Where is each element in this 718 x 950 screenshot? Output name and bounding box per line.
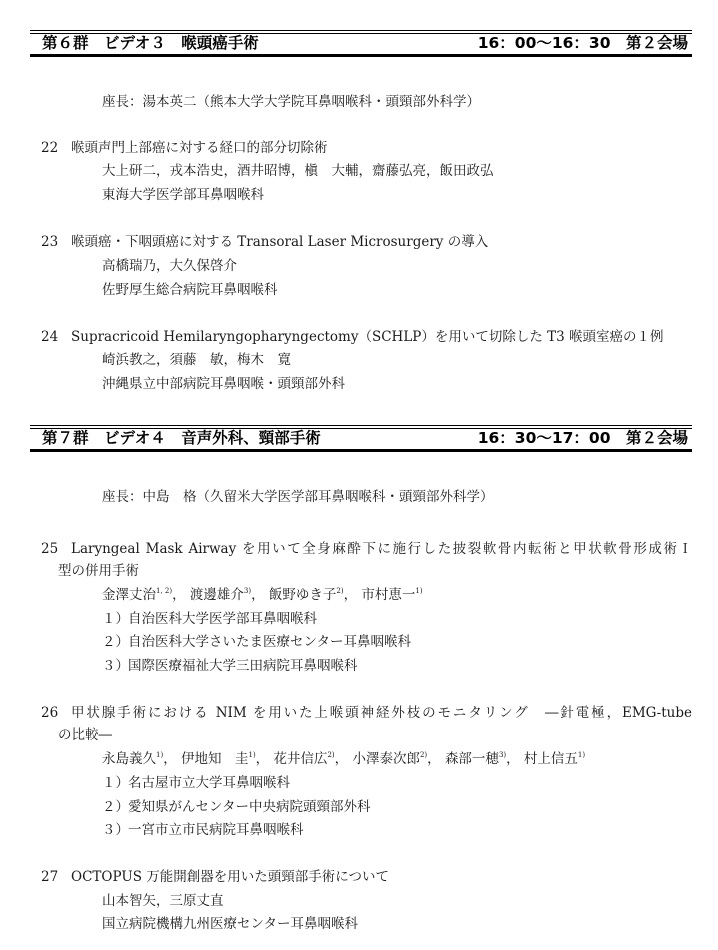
paper-title-line1: Laryngeal Mask Airway を用いて全身麻酔下に施行した披裂軟骨内転術と甲状軟骨形成術Ｉ: [71, 541, 692, 557]
affiliation-item: [102, 633, 411, 651]
author-separator: ，: [163, 751, 177, 767]
paper-title-line1: 甲状腺手術における NIM を用いた上喉頭神経外枝のモニタリング ―針電極，EMG-tube: [71, 705, 692, 721]
paper-affiliation: 佐野厚生総合病院耳鼻咽喉科: [102, 282, 278, 298]
author-separator: ，: [334, 751, 349, 767]
affiliation-name: 愛知県がんセンター中央病院頭頸部外科: [128, 799, 371, 815]
affiliation-item: [102, 821, 304, 839]
paper-title: Supracricoid Hemilaryngopharyngectomy（SCHLP）を用いて切除した T3 喉頭室癌の１例: [71, 329, 664, 345]
author-separator: ，: [255, 751, 270, 767]
paper-authors: [102, 586, 423, 604]
author-name: 渡邊雄介: [189, 587, 244, 603]
paper-number: 23: [41, 234, 59, 250]
paper-affiliation: 沖縄県立中部病院耳鼻咽喉・頭頸部外科: [102, 376, 345, 392]
paper-affiliation: 国立病院機構九州医療センター耳鼻咽喉科: [102, 916, 358, 932]
affiliation-number: １）: [102, 611, 129, 627]
affiliation-name: 自治医科大学さいたま医療センター耳鼻咽喉科: [128, 634, 411, 650]
session-header-6: [30, 30, 692, 57]
session-time-room: 16：00〜16：30 第２会場: [477, 34, 688, 52]
affiliation-name: 国際医療福祉大学三田病院耳鼻咽喉科: [128, 658, 358, 674]
author-affil-mark: 2): [336, 587, 344, 595]
session-chair: 座長：湯本英二（熊本大学大学院耳鼻咽喉科・頭頸部外科学）: [102, 94, 480, 110]
paper-title-line2: の比較―: [58, 727, 112, 743]
affiliation-item: [102, 657, 358, 675]
affiliation-item: [102, 774, 290, 792]
affiliation-item: [102, 610, 317, 628]
paper-title: 喉頭声門上部癌に対する経口的部分切除術: [71, 140, 328, 156]
paper-number: 22: [41, 140, 59, 156]
author-affil-mark: 3): [243, 587, 252, 595]
affiliation-number: １）: [102, 775, 129, 791]
author-affil-mark: 1): [248, 751, 256, 759]
paper-number: 25: [41, 541, 59, 557]
author-separator: ，: [251, 587, 265, 603]
affiliation-number: ２）: [102, 799, 129, 815]
author-affil-mark: 1): [415, 587, 423, 595]
paper-authors: 高橋瑞乃，大久保啓介: [102, 258, 237, 274]
affiliation-name: 自治医科大学医学部耳鼻咽喉科: [128, 611, 317, 627]
author-affil-mark: 3): [498, 751, 507, 759]
affiliation-name: 一宮市立市民病院耳鼻咽喉科: [128, 822, 304, 838]
author-name: 伊地知 圭: [180, 751, 249, 767]
author-name: 小澤泰次郎: [352, 751, 420, 767]
paper-title-line2: 型の併用手術: [58, 563, 139, 579]
paper-title: OCTOPUS 万能開創器を用いた頭頸部手術について: [71, 869, 389, 885]
paper-number: 27: [41, 869, 59, 885]
author-name: 市村恵一: [361, 587, 416, 603]
author-name: 森部一穂: [444, 751, 499, 767]
paper-title: 喉頭癌・下咽頭癌に対する Transoral Laser Microsurgery の導入: [71, 234, 489, 250]
author-name: 村上信五: [523, 751, 578, 767]
paper-authors: 山本智矢，三原丈直: [102, 893, 224, 909]
paper-authors: 崎浜教之，須藤 敏，梅木 寛: [102, 352, 291, 368]
author-separator: ，: [506, 751, 520, 767]
author-name: 永島義久: [102, 751, 156, 767]
paper-authors: 大上研二，戎本浩史，酒井昭博，槇 大輔，齋藤弘亮，飯田政弘: [102, 163, 494, 179]
affiliation-number: ３）: [102, 658, 129, 674]
affiliation-name: 名古屋市立大学耳鼻咽喉科: [128, 775, 290, 791]
author-name: 金澤丈治: [102, 587, 156, 603]
author-name: 飯野ゆき子: [268, 587, 337, 603]
author-affil-mark: 2): [419, 751, 428, 759]
paper-number: 24: [41, 329, 59, 345]
author-affil-mark: 1, 2): [156, 587, 173, 595]
session-title: 第７群 ビデオ４ 音声外科、頸部手術: [42, 429, 321, 447]
paper-affiliation: 東海大学医学部耳鼻咽喉科: [102, 187, 264, 203]
affiliation-number: ２）: [102, 634, 129, 650]
affiliation-number: ３）: [102, 822, 129, 838]
author-separator: ，: [343, 587, 358, 603]
paper-authors: [102, 750, 585, 768]
author-name: 花井信広: [273, 751, 328, 767]
paper-number: 26: [41, 705, 59, 721]
author-affil-mark: 1): [156, 751, 164, 759]
author-separator: ，: [427, 751, 441, 767]
session-header-7: [30, 425, 692, 452]
session-chair: 座長：中島 格（久留米大学医学部耳鼻咽喉科・頭頸部外科学）: [102, 489, 494, 505]
session-title: 第６群 ビデオ３ 喉頭癌手術: [42, 34, 259, 52]
author-separator: ，: [172, 587, 186, 603]
author-affil-mark: 2): [327, 751, 335, 759]
affiliation-item: [102, 798, 370, 816]
author-affil-mark: 1): [577, 751, 586, 759]
session-time-room: 16：30〜17：00 第２会場: [477, 429, 688, 447]
